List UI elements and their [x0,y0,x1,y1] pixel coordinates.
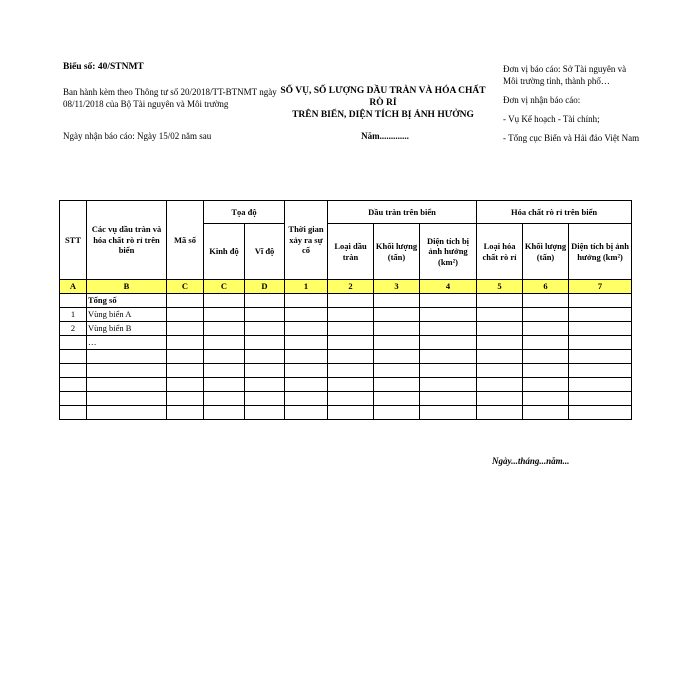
report-title-line1: SỐ VỤ, SỐ LƯỢNG DẦU TRÀN VÀ HÓA CHẤT RÒ RỈ [280,86,486,108]
row-name [87,392,167,406]
col-header-longitude: Kinh độ [204,224,245,280]
report-table [59,200,632,420]
table-cell [167,294,204,308]
table-cell [420,364,477,378]
table-cell [285,378,328,392]
col-header-oil-group: Dầu tràn trên biển [328,201,477,224]
table-cell [523,364,569,378]
receiving-unit-label: Đơn vị nhận báo cáo: [503,95,581,105]
column-code: D [245,280,285,294]
table-cell [245,406,285,420]
table-cell [477,336,523,350]
table-row [60,350,632,364]
table-cell [285,392,328,406]
table-cell [477,350,523,364]
table-cell [569,378,632,392]
table-cell [167,406,204,420]
receive-date: Ngày nhận báo cáo: Ngày 15/02 năm sau [63,131,212,141]
table-cell [245,364,285,378]
table-cell [204,350,245,364]
row-name: … [87,336,167,350]
col-header-oil-area: Diện tích bị ảnh hưởng (km²) [420,224,477,280]
table-cell [523,322,569,336]
table-cell [420,322,477,336]
table-cell [420,392,477,406]
table-cell [477,406,523,420]
table-cell [285,364,328,378]
report-title [278,85,488,121]
table-cell [523,336,569,350]
table-row [60,406,632,420]
col-header-chem-type: Loại hóa chất rò rỉ [477,224,523,280]
column-code: A [60,280,87,294]
table-cell [328,406,374,420]
col-header-stt: STT [60,201,87,280]
col-header-code: Mã số [167,201,204,280]
table-cell [167,350,204,364]
row-stt: 2 [60,322,87,336]
table-cell [420,336,477,350]
row-stt [60,350,87,364]
table-cell [374,364,420,378]
receiver-item: - Vụ Kế hoạch - Tài chính; [503,114,600,124]
col-header-chem-group: Hóa chất rò rỉ trên biển [477,201,632,224]
table-cell [569,406,632,420]
table-cell [245,392,285,406]
table-cell [245,336,285,350]
table-cell [204,406,245,420]
table-cell [523,308,569,322]
table-cell [328,294,374,308]
row-name [87,406,167,420]
table-cell [328,364,374,378]
column-code: 6 [523,280,569,294]
table-cell [569,336,632,350]
table-cell [328,322,374,336]
table-cell [204,294,245,308]
table-cell [204,378,245,392]
column-code: C [204,280,245,294]
table-cell [167,336,204,350]
table-cell [204,308,245,322]
table-cell [374,322,420,336]
table-cell [328,336,374,350]
column-code-row [60,280,632,294]
table-row [60,378,632,392]
row-stt [60,378,87,392]
table-cell [245,294,285,308]
table-cell [328,392,374,406]
table-cell [477,308,523,322]
table-cell [285,308,328,322]
table-cell [374,392,420,406]
signature-date: Ngày...tháng...năm... [492,456,570,466]
row-stt [60,406,87,420]
table-cell [285,336,328,350]
table-cell [167,364,204,378]
table-cell [477,392,523,406]
table-cell [374,406,420,420]
receiver-item: - Tổng cục Biển và Hải đảo Việt Nam [503,133,640,143]
table-cell [569,350,632,364]
table-cell [374,336,420,350]
col-header-coordinates: Tọa độ [204,201,285,224]
col-header-oil-type: Loại dầu tràn [328,224,374,280]
col-header-chem-mass: Khối lượng (tấn) [523,224,569,280]
table-cell [523,294,569,308]
table-cell [477,378,523,392]
table-cell [523,378,569,392]
report-year: Năm............. [361,131,409,141]
table-cell [523,406,569,420]
column-code: C [167,280,204,294]
table-cell [420,294,477,308]
report-units [503,63,643,144]
row-stt [60,392,87,406]
column-code: 2 [328,280,374,294]
col-header-latitude: Vĩ độ [245,224,285,280]
row-stt [60,294,87,308]
table-cell [245,308,285,322]
table-cell [477,364,523,378]
table-cell [420,406,477,420]
table-cell [569,322,632,336]
table-cell [285,322,328,336]
table-cell [420,350,477,364]
table-cell [245,350,285,364]
reporting-unit: Đơn vị báo cáo: Sở Tài nguyên và Môi trường tỉnh, thành phố… [503,64,627,86]
table-cell [245,322,285,336]
table-cell [477,322,523,336]
table-row [60,322,632,336]
row-stt: 1 [60,308,87,322]
column-code: 3 [374,280,420,294]
row-name: Tổng số [87,294,167,308]
table-cell [374,378,420,392]
table-row [60,294,632,308]
table-cell [523,350,569,364]
table-cell [204,364,245,378]
table-row [60,392,632,406]
table-cell [523,392,569,406]
row-name: Vùng biển B [87,322,167,336]
column-code: 7 [569,280,632,294]
table-cell [167,378,204,392]
table-cell [569,294,632,308]
table-cell [374,350,420,364]
table-cell [420,378,477,392]
table-cell [569,308,632,322]
table-cell [374,308,420,322]
table-cell [374,294,420,308]
row-stt [60,364,87,378]
table-cell [245,378,285,392]
row-name [87,378,167,392]
col-header-time: Thời gian xảy ra sự cố [285,201,328,280]
table-cell [328,378,374,392]
col-header-incidents: Các vụ dầu tràn và hóa chất rò rỉ trên biển [87,201,167,280]
column-code: 1 [285,280,328,294]
form-number: Biểu số: 40/STNMT [63,62,144,72]
table-cell [204,322,245,336]
table-cell [569,364,632,378]
table-row [60,308,632,322]
row-stt [60,336,87,350]
table-cell [167,392,204,406]
table-row [60,336,632,350]
table-cell [420,308,477,322]
row-name [87,364,167,378]
legal-basis: Ban hành kèm theo Thông tư số 20/2018/TT-BTNMT ngày 08/11/2018 của Bộ Tài nguyên và Môi trường [63,87,277,109]
table-cell [167,308,204,322]
column-code: 5 [477,280,523,294]
table-cell [204,336,245,350]
table-cell [204,392,245,406]
table-cell [167,322,204,336]
table-cell [285,294,328,308]
table-row [60,364,632,378]
col-header-oil-mass: Khối lượng (tấn) [374,224,420,280]
row-name [87,350,167,364]
row-name: Vùng biển A [87,308,167,322]
column-code: 4 [420,280,477,294]
table-cell [328,308,374,322]
table-cell [477,294,523,308]
table-cell [569,392,632,406]
col-header-chem-area: Diện tích bị ảnh hưởng (km²) [569,224,632,280]
table-cell [285,406,328,420]
table-cell [285,350,328,364]
table-cell [328,350,374,364]
report-title-line2: TRÊN BIỂN, DIỆN TÍCH BỊ ẢNH HƯỞNG [292,110,474,120]
column-code: B [87,280,167,294]
